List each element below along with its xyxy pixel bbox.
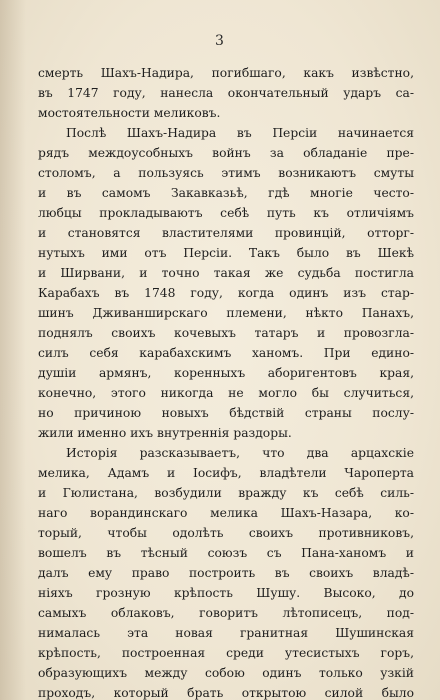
text-line: душіи армянъ, коренныхъ аборигентовъ края, (38, 366, 414, 380)
text-line: нималась эта новая гранитная Шушинская (38, 626, 414, 640)
text-line: образующихъ между собою одинъ только узкій (38, 666, 414, 680)
text-line: проходъ, который брать открытою силой было (38, 686, 414, 700)
text-line: и въ самомъ Закавказьѣ, гдѣ многіе често- (38, 186, 414, 200)
text-line: и Ширвани, и точно такая же судьба постигла (38, 266, 414, 280)
text-line: мелика, Адамъ и Іосифъ, владѣтели Чароперта (38, 466, 414, 480)
text-line: крѣпость, построенная среди утесистыхъ горъ, (38, 646, 414, 660)
text-line: конечно, этого никогда не могло бы случиться, (38, 386, 414, 400)
page-number: 3 (215, 33, 225, 49)
text-line: нутыхъ ими отъ Персіи. Такъ было въ Шекѣ (38, 246, 414, 260)
text-line: рядъ междоусобныхъ войнъ за обладаніе пре- (38, 146, 414, 160)
text-line: и становятся властителями провинцій, отторг- (38, 226, 414, 240)
text-line: ніяхъ грозную крѣпость Шушу. Высоко, до (38, 586, 414, 600)
body-text (38, 63, 414, 700)
text-line: въ 1747 году, нанесла окончательный ударъ са- (38, 86, 414, 100)
text-line: поднялъ своихъ кочевыхъ татаръ и провозгла- (38, 326, 414, 340)
text-line: силъ себя карабахскимъ ханомъ. При едино- (38, 346, 414, 360)
text-line: Карабахъ въ 1748 году, когда одинъ изъ стар- (38, 286, 414, 300)
text-line: наго ворандинскаго мелика Шахъ-Назара, ко- (38, 506, 414, 520)
text-line: но причиною новыхъ бѣдствій страны послу- (38, 406, 414, 420)
paragraph-2 (38, 123, 414, 443)
text-line: и Гюлистана, возбудили вражду къ себѣ силь- (38, 486, 414, 500)
text-line: жили именно ихъ внутреннія раздоры. (38, 426, 292, 440)
text-line: любцы прокладываютъ себѣ путь къ отличіямъ (38, 206, 414, 220)
text-line: самыхъ облаковъ, говоритъ лѣтописецъ, под- (38, 606, 414, 620)
text-line: Послѣ Шахъ-Надира въ Персіи начинается (66, 126, 414, 140)
text-line: далъ ему право построить въ своихъ владѣ- (38, 566, 414, 580)
paragraph-1 (38, 63, 414, 123)
text-line: столомъ, а пользуясь этимъ возникаютъ смуты (38, 166, 414, 180)
paragraph-3 (38, 443, 414, 700)
text-line: вошелъ въ тѣсный союзъ съ Пана-ханомъ и (38, 546, 414, 560)
text-line: Исторія разсказываетъ, что два арцахскіе (66, 446, 414, 460)
text-line: шинъ Дживанширскаго племени, нѣкто Панахъ, (38, 306, 414, 320)
text-line: смерть Шахъ-Надира, погибшаго, какъ извѣстно, (38, 66, 414, 80)
text-line: торый, чтобы одолѣть своихъ противниковъ, (38, 526, 414, 540)
text-line: мостоятельности меликовъ. (38, 106, 221, 120)
